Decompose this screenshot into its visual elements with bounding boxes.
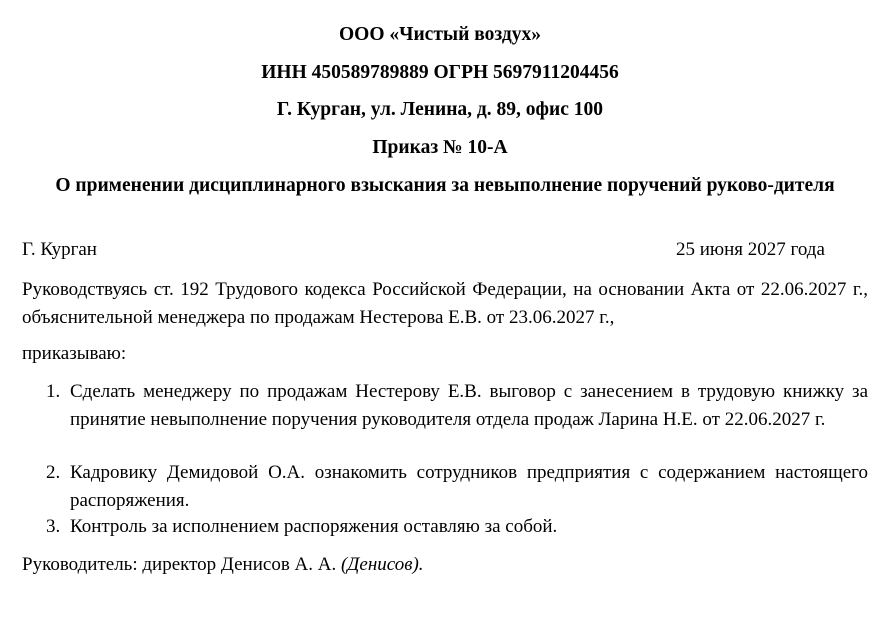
order-item-text: Сделать менеджеру по продажам Нестерову Е.В. выговор с занесением в трудовую книжку за принятие невыполнение поручения руководителя отдела продаж Ларина Н.Е. от 22.06.2027 г.	[70, 381, 868, 430]
company-address: Г. Курган, ул. Ленина, д. 89, офис 100	[276, 99, 604, 120]
order-number: Приказ № 10-А	[372, 137, 508, 158]
company-name: ООО «Чистый воздух»	[339, 24, 541, 45]
order-subject	[20, 172, 870, 200]
order-item-text: Контроль за исполнением распоряжения оставляю за собой.	[70, 516, 558, 537]
order-item-number: 2.	[46, 462, 61, 483]
order-city: Г. Курган	[22, 239, 97, 260]
order-word: приказываю:	[22, 343, 127, 364]
order-item-1	[46, 378, 868, 434]
company-requisites: ИНН 450589789889 ОГРН 5697911204456	[261, 62, 619, 83]
order-item-number: 1.	[46, 381, 61, 402]
order-date: 25 июня 2027 года	[676, 239, 825, 260]
order-item-2	[46, 459, 868, 515]
preamble-text: Руководствуясь ст. 192 Трудового кодекса Российской Федерации, на основании Акта от 22.06.2027 г., объяснительной менеджера по продажам Нестерова Е.В. от 23.06.2027 г.,	[22, 279, 868, 328]
signature-line	[22, 551, 424, 579]
preamble-paragraph	[22, 276, 868, 332]
signature-role: Руководитель: директор Денисов А. А.	[22, 554, 337, 575]
signature-name: (Денисов).	[340, 554, 424, 575]
order-item-3	[46, 513, 868, 541]
order-item-number: 3.	[46, 516, 61, 537]
order-subject-text: О применении дисциплинарного взыскания за невыполнение поручений руково-дителя	[55, 175, 835, 196]
order-item-text: Кадровику Демидовой О.А. ознакомить сотрудников предприятия с содержанием настоящего распоряжения.	[70, 462, 868, 511]
